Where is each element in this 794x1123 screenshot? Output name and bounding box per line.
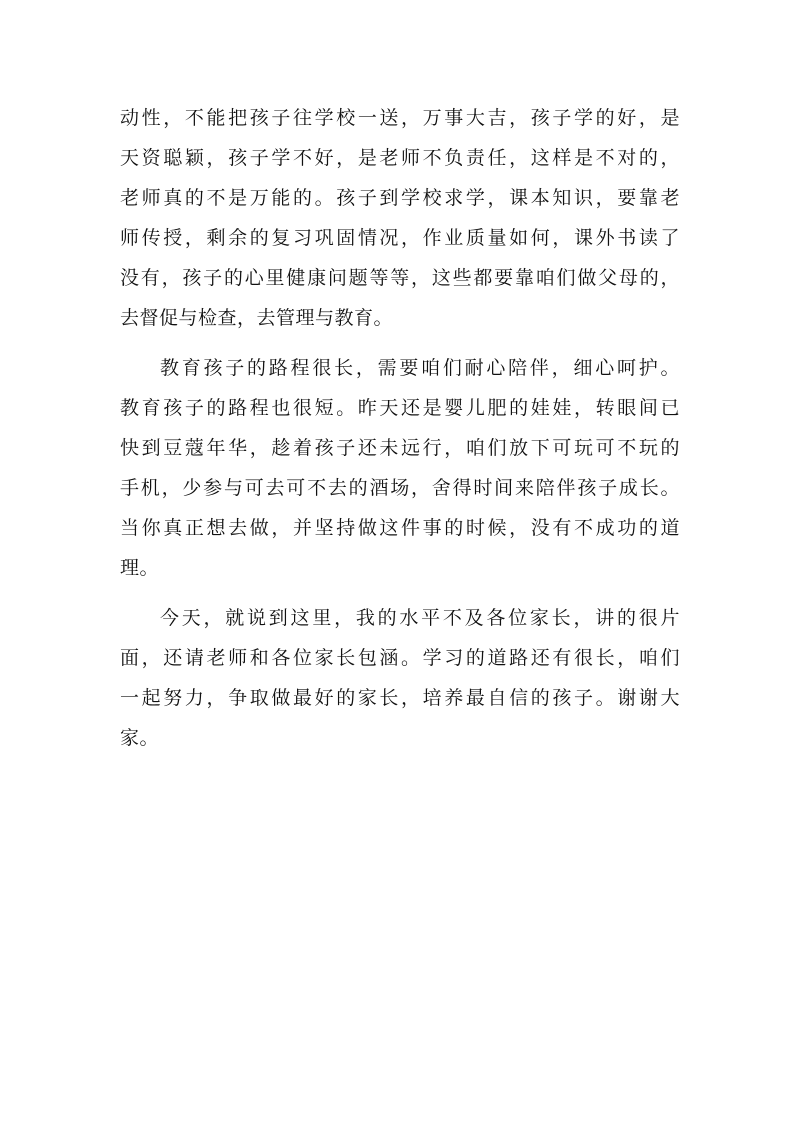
text-line: 今天，就说到这里，我的水平不及各位家长，讲的很片 xyxy=(160,607,680,629)
text-line: 教育孩子的路程也很短。昨天还是婴儿肥的娃娃，转眼间已 xyxy=(120,397,680,419)
text-line: 师传授，剩余的复习巩固情况，作业质量如何，课外书读了 xyxy=(120,227,680,249)
text-line: 动性，不能把孩子往学校一送，万事大吉，孩子学的好，是 xyxy=(120,107,680,129)
text-line: 快到豆蔻年华，趁着孩子还未远行，咱们放下可玩可不玩的 xyxy=(120,437,680,459)
text-line: 当你真正想去做，并坚持做这件事的时候，没有不成功的道 xyxy=(120,517,680,539)
text-line: 没有，孩子的心里健康问题等等，这些都要靠咱们做父母的， xyxy=(120,267,680,289)
text-line: 手机，少参与可去可不去的酒场，舍得时间来陪伴孩子成长。 xyxy=(120,477,680,499)
text-line: 老师真的不是万能的。孩子到学校求学，课本知识，要靠老 xyxy=(120,187,680,209)
text-line: 去督促与检查，去管理与教育。 xyxy=(120,307,394,329)
text-line: 天资聪颖，孩子学不好，是老师不负责任，这样是不对的， xyxy=(120,147,680,169)
text-line: 家。 xyxy=(120,727,160,749)
text-line: 理。 xyxy=(120,557,160,579)
text-line: 面，还请老师和各位家长包涵。学习的道路还有很长，咱们 xyxy=(120,647,680,669)
text-line: 教育孩子的路程很长，需要咱们耐心陪伴，细心呵护。 xyxy=(160,357,680,379)
text-line: 一起努力，争取做最好的家长，培养最自信的孩子。谢谢大 xyxy=(120,687,680,709)
